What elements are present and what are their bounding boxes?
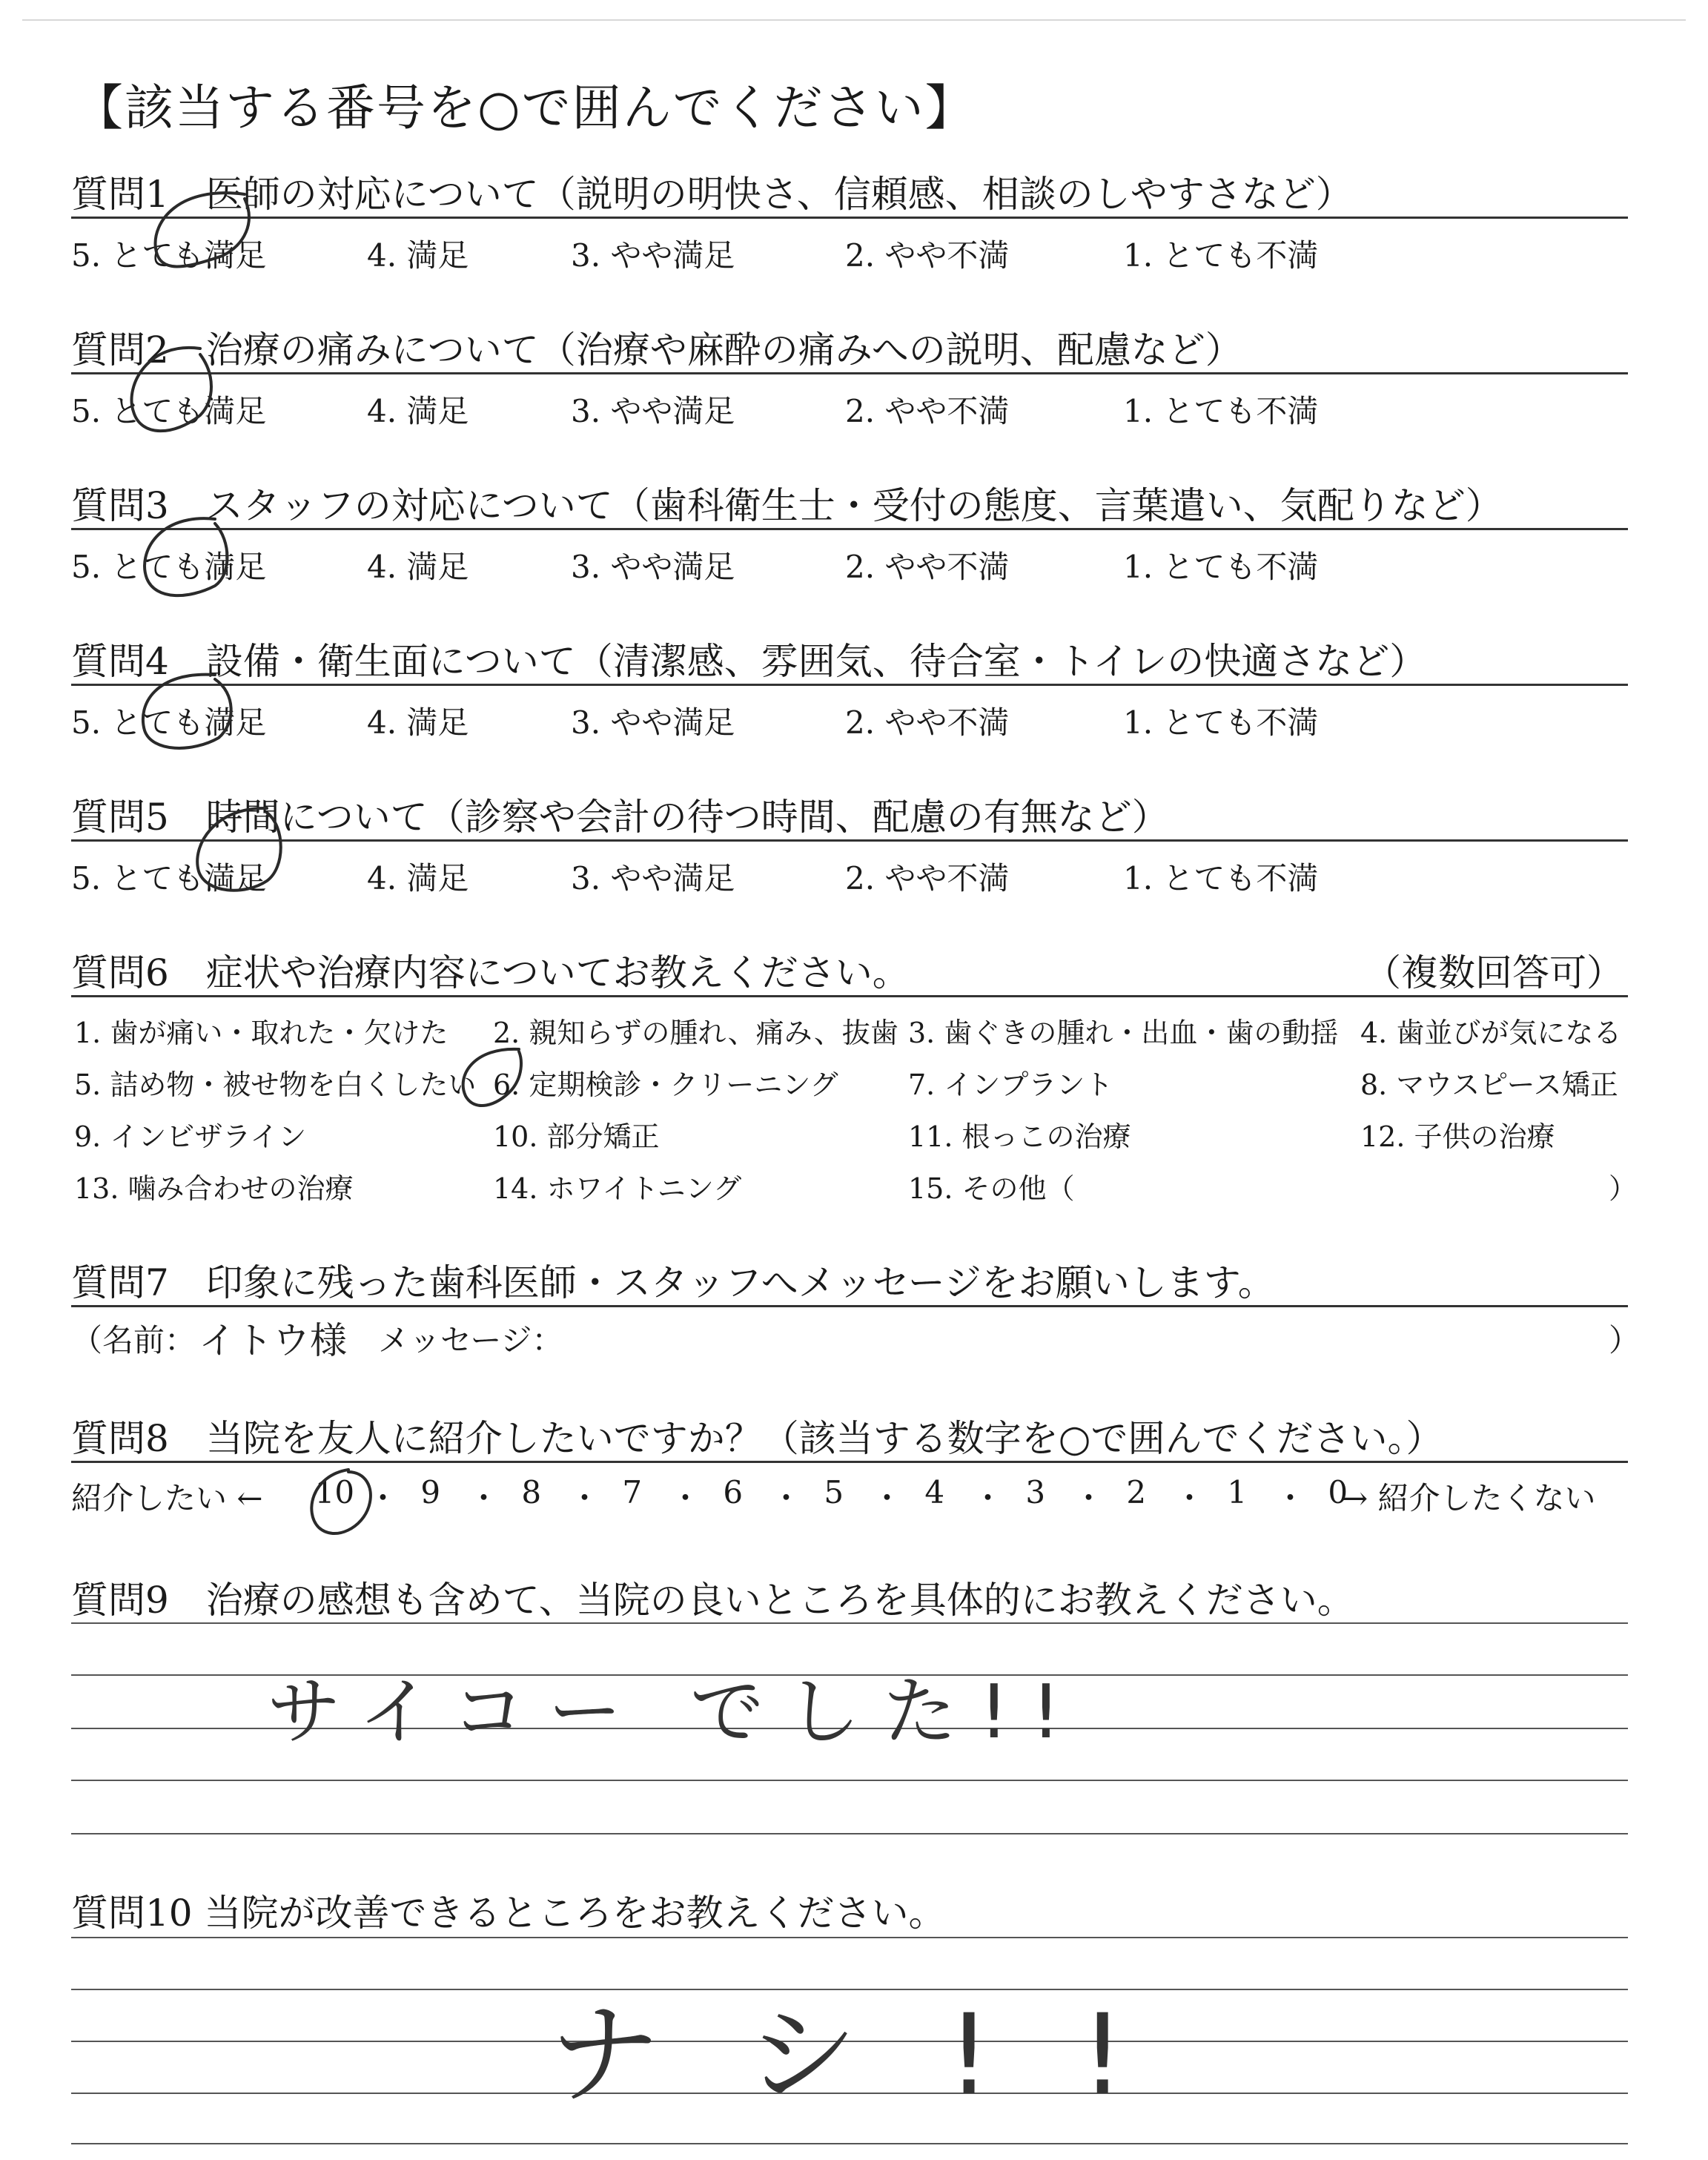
q7-message-label: メッセージ： bbox=[378, 1322, 563, 1358]
q1-option-3[interactable]: 3. やや満足 bbox=[571, 237, 735, 274]
q4-option-3[interactable]: 3. やや満足 bbox=[571, 704, 735, 741]
q9-line bbox=[71, 1833, 1628, 1834]
q8-scale-value[interactable]: 4 bbox=[924, 1474, 945, 1510]
question-10: 質問10 当院が改善できるところをお教えください。 bbox=[71, 1892, 946, 1935]
q4-option-2[interactable]: 2. やや不満 bbox=[845, 704, 1010, 741]
question-1: 質問1 医師の対応について（説明の明快さ、信頼感、相談のしやすさなど） bbox=[71, 173, 1353, 216]
q4-option-4[interactable]: 4. 満足 bbox=[367, 704, 469, 741]
question-8: 質問8 当院を友人に紹介したいですか？（該当する数字を○で囲んでください。） bbox=[71, 1417, 1443, 1460]
q8-scale-separator: ・ bbox=[669, 1480, 701, 1516]
question-6: 質問6 症状や治療内容についてお教えください。 bbox=[71, 951, 910, 994]
q6-option-3[interactable]: 3. 歯ぐきの腫れ・出血・歯の動揺 bbox=[908, 1017, 1339, 1049]
q6-option-9[interactable]: 9. インビザライン bbox=[74, 1120, 307, 1153]
rule-q6 bbox=[71, 995, 1628, 997]
q3-option-3[interactable]: 3. やや満足 bbox=[571, 549, 735, 585]
q10-answer[interactable]: ナシ!! bbox=[549, 1991, 1214, 2120]
q6-option-11[interactable]: 11. 根っこの治療 bbox=[908, 1120, 1131, 1153]
q8-scale-value[interactable]: 8 bbox=[521, 1474, 542, 1510]
question-6-note: （複数回答可） bbox=[1364, 951, 1623, 994]
q6-option-8[interactable]: 8. マウスピース矯正 bbox=[1360, 1069, 1618, 1101]
q8-right-label: → 紹介したくない bbox=[1342, 1480, 1596, 1516]
q3-option-4[interactable]: 4. 満足 bbox=[367, 549, 469, 585]
q8-scale-separator: ・ bbox=[569, 1480, 600, 1516]
q6-option-1[interactable]: 1. 歯が痛い・取れた・欠けた bbox=[74, 1017, 448, 1049]
question-2: 質問2 治療の痛みについて（治療や麻酔の痛みへの説明、配慮など） bbox=[71, 328, 1242, 371]
q8-scale-separator: ・ bbox=[1274, 1480, 1306, 1516]
rule-q8 bbox=[71, 1461, 1628, 1463]
q9-answer[interactable]: サイコー でした!! bbox=[267, 1668, 1083, 1755]
q2-option-5[interactable]: 5. とても満足 bbox=[71, 393, 267, 429]
q5-option-4[interactable]: 4. 満足 bbox=[367, 860, 469, 896]
rule-q3 bbox=[71, 528, 1628, 530]
q5-option-3[interactable]: 3. やや満足 bbox=[571, 860, 735, 896]
q6-option-2[interactable]: 2. 親知らずの腫れ、痛み、抜歯 bbox=[493, 1017, 898, 1049]
q1-option-1[interactable]: 1. とても不満 bbox=[1123, 237, 1319, 274]
q8-left-label: 紹介したい ← bbox=[71, 1480, 263, 1516]
page-title: 【該当する番号を○で囲んでください】 bbox=[74, 79, 976, 136]
q6-other-close: ） bbox=[1609, 1172, 1638, 1205]
q7-name-value[interactable]: イトウ様 bbox=[199, 1319, 347, 1362]
q8-scale-separator: ・ bbox=[468, 1480, 500, 1516]
q5-option-1[interactable]: 1. とても不満 bbox=[1123, 860, 1319, 896]
q8-scale-value[interactable]: 10 bbox=[314, 1474, 355, 1510]
q8-scale-separator: ・ bbox=[972, 1480, 1004, 1516]
q8-scale-value[interactable]: 9 bbox=[420, 1474, 441, 1510]
top-border bbox=[22, 19, 1686, 21]
q3-option-5[interactable]: 5. とても満足 bbox=[71, 549, 267, 585]
q6-option-6[interactable]: 6. 定期検診・クリーニング bbox=[493, 1069, 838, 1101]
q10-line bbox=[71, 1937, 1628, 1938]
q6-option-15[interactable]: 15. その他（ bbox=[908, 1172, 1075, 1205]
q10-line bbox=[71, 2143, 1628, 2144]
q8-scale-value[interactable]: 6 bbox=[723, 1474, 744, 1510]
q6-option-4[interactable]: 4. 歯並びが気になる bbox=[1360, 1017, 1622, 1049]
q8-scale-separator: ・ bbox=[367, 1480, 399, 1516]
q4-option-5[interactable]: 5. とても満足 bbox=[71, 704, 267, 741]
q3-option-1[interactable]: 1. とても不満 bbox=[1123, 549, 1319, 585]
q9-line bbox=[71, 1622, 1628, 1624]
q2-option-3[interactable]: 3. やや満足 bbox=[571, 393, 735, 429]
q8-scale-separator: ・ bbox=[1174, 1480, 1205, 1516]
q8-scale-separator: ・ bbox=[1073, 1480, 1105, 1516]
q5-option-2[interactable]: 2. やや不満 bbox=[845, 860, 1010, 896]
rule-q5 bbox=[71, 839, 1628, 842]
q8-scale-value[interactable]: 5 bbox=[824, 1474, 844, 1510]
q2-option-2[interactable]: 2. やや不満 bbox=[845, 393, 1010, 429]
question-9: 質問9 治療の感想も含めて、当院の良いところを具体的にお教えください。 bbox=[71, 1579, 1354, 1622]
question-7: 質問7 印象に残った歯科医師・スタッフへメッセージをお願いします。 bbox=[71, 1261, 1275, 1304]
q7-name-label: （名前： bbox=[71, 1322, 196, 1358]
q8-scale-value[interactable]: 2 bbox=[1126, 1474, 1147, 1510]
q6-option-13[interactable]: 13. 噛み合わせの治療 bbox=[74, 1172, 354, 1205]
q9-line bbox=[71, 1780, 1628, 1781]
rule-q2 bbox=[71, 372, 1628, 374]
q1-option-5[interactable]: 5. とても満足 bbox=[71, 237, 267, 274]
rule-q1 bbox=[71, 217, 1628, 219]
q8-scale-separator: ・ bbox=[770, 1480, 802, 1516]
q8-scale-separator: ・ bbox=[871, 1480, 903, 1516]
q8-scale-value[interactable]: 0 bbox=[1328, 1474, 1348, 1510]
rule-q7 bbox=[71, 1305, 1628, 1307]
q3-option-2[interactable]: 2. やや不満 bbox=[845, 549, 1010, 585]
q6-option-7[interactable]: 7. インプラント bbox=[908, 1069, 1113, 1101]
question-5: 質問5 時間について（診察や会計の待つ時間、配慮の有無など） bbox=[71, 796, 1169, 839]
q7-close-paren: ） bbox=[1609, 1322, 1641, 1358]
q8-scale-value[interactable]: 3 bbox=[1025, 1474, 1046, 1510]
q1-option-2[interactable]: 2. やや不満 bbox=[845, 237, 1010, 274]
q4-option-1[interactable]: 1. とても不満 bbox=[1123, 704, 1319, 741]
q6-option-12[interactable]: 12. 子供の治療 bbox=[1360, 1120, 1555, 1153]
q1-option-4[interactable]: 4. 満足 bbox=[367, 237, 469, 274]
q6-option-10[interactable]: 10. 部分矯正 bbox=[493, 1120, 660, 1153]
q2-option-4[interactable]: 4. 満足 bbox=[367, 393, 469, 429]
q2-option-1[interactable]: 1. とても不満 bbox=[1123, 393, 1319, 429]
question-3: 質問3 スタッフの対応について（歯科衛生士・受付の態度、言葉遣い、気配りなど） bbox=[71, 484, 1503, 527]
rule-q4 bbox=[71, 684, 1628, 686]
q6-option-5[interactable]: 5. 詰め物・被せ物を白くしたい bbox=[74, 1069, 477, 1101]
q8-scale-value[interactable]: 1 bbox=[1227, 1474, 1248, 1510]
question-4: 質問4 設備・衛生面について（清潔感、雰囲気、待合室・トイレの快適さなど） bbox=[71, 640, 1427, 683]
q6-option-14[interactable]: 14. ホワイトニング bbox=[493, 1172, 742, 1205]
q8-scale-value[interactable]: 7 bbox=[622, 1474, 643, 1510]
q5-option-5[interactable]: 5. とても満足 bbox=[71, 860, 267, 896]
q8-scale bbox=[314, 1474, 1348, 1516]
